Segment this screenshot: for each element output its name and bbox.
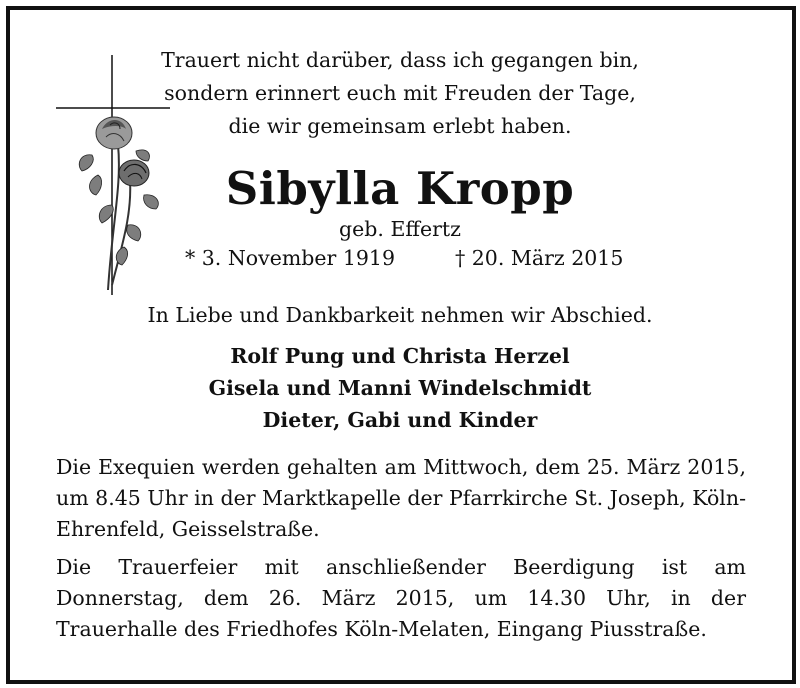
deceased-name: Sibylla Kropp — [225, 162, 575, 215]
verse-quote — [0, 44, 800, 143]
mourner-line: Dieter, Gabi und Kinder — [262, 408, 538, 432]
maiden-name: geb. Effertz — [339, 217, 461, 241]
verse-line: Trauert nicht darüber, dass ich gegangen bin, — [161, 48, 639, 72]
verse-line: die wir gemeinsam erlebt haben. — [228, 114, 572, 138]
mourners-list — [0, 340, 800, 436]
mourner-line: Rolf Pung und Christa Herzel — [230, 344, 570, 368]
birth-date: * 3. November 1919 — [185, 246, 396, 270]
verse-line: sondern erinnert euch mit Freuden der Tage, — [164, 81, 636, 105]
mourner-line: Gisela und Manni Windelschmidt — [208, 376, 592, 400]
exequies-paragraph: Die Exequien werden gehalten am Mittwoch, dem 25. März 2015, um 8.45 Uhr in der Marktkapelle der Pfarrkirche St. Joseph, Köln-Ehrenfeld, Geisselstraße. — [56, 455, 746, 541]
farewell-text: In Liebe und Dankbarkeit nehmen wir Abschied. — [147, 303, 653, 327]
funeral-paragraph: Die Trauerfeier mit anschließender Beerdigung ist am Donnerstag, dem 26. März 2015, um 14.30 Uhr, in der Trauerhalle des Friedhofes Köln-Melaten, Eingang Piusstraße. — [56, 555, 746, 641]
death-date: † 20. März 2015 — [455, 246, 624, 270]
